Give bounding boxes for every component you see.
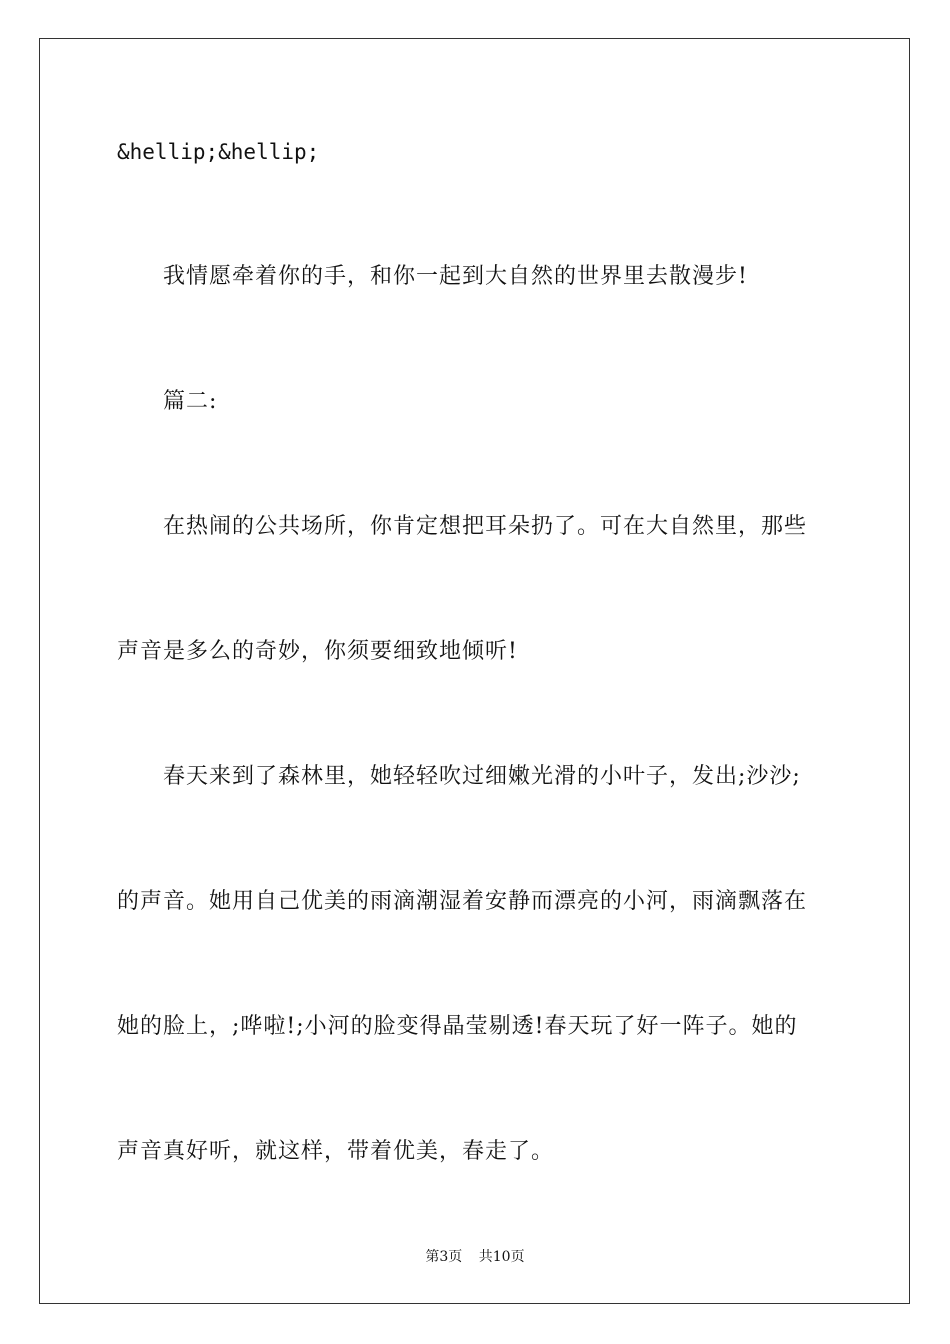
- section-heading: 篇二:: [163, 389, 218, 414]
- paragraph-line: 她的脸上，;哗啦!;小河的脸变得晶莹剔透!春天玩了好一阵子。她的: [117, 1014, 798, 1039]
- ellipsis-line: &hellip;&hellip;: [117, 140, 320, 164]
- paragraph-line: 的声音。她用自己优美的雨滴潮湿着安静而漂亮的小河，雨滴飘落在: [117, 889, 808, 914]
- paragraph-line: 声音真好听，就这样，带着优美，春走了。: [117, 1139, 555, 1164]
- page-total: 共10页: [478, 1249, 525, 1265]
- page-number: 第3页: [425, 1249, 463, 1265]
- paragraph-line: 在热闹的公共场所，你肯定想把耳朵扔了。可在大自然里，那些: [163, 514, 808, 539]
- paragraph-line: 我情愿牵着你的手，和你一起到大自然的世界里去散漫步!: [163, 264, 748, 289]
- page-footer: [0, 1247, 950, 1267]
- paragraph-line: 春天来到了森林里，她轻轻吹过细嫩光滑的小叶子，发出;沙沙;: [163, 764, 801, 789]
- paragraph-line: 声音是多么的奇妙，你须要细致地倾听!: [117, 639, 518, 664]
- page-frame: [39, 38, 910, 1304]
